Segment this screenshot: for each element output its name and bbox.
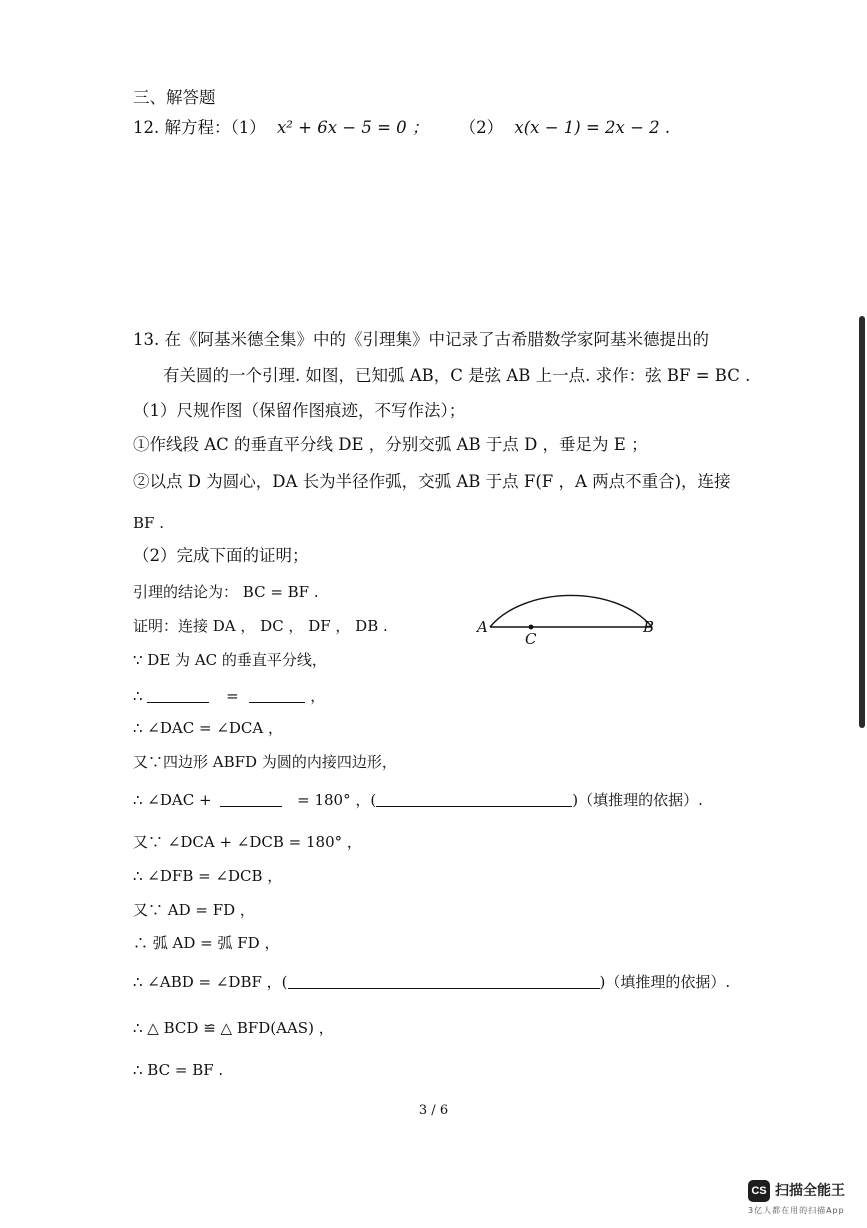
blank-1[interactable] [147, 688, 209, 703]
q13-part1-title: （1）尺规作图（保留作图痕迹，不写作法）； [133, 401, 466, 420]
proof-step-10 [133, 972, 730, 992]
proof-step-7: ∴ ∠DFB = ∠DCB ， [133, 867, 283, 885]
point-c [529, 625, 534, 630]
scanner-brand: 扫描全能王 [775, 1183, 845, 1199]
proof-step-10-lead: ∴ ∠ABD = ∠DBF ，( [133, 973, 288, 991]
proof-step-9: ∴ 弧 AD = 弧 FD ， [133, 934, 280, 952]
proof-step-5 [133, 790, 703, 810]
proof-step-11: ∴ △ BCD ≌ △ BFD(AAS) ， [133, 1019, 334, 1037]
scanner-tagline: 3亿人都在用的扫描App [748, 1206, 845, 1215]
scanner-logo-icon: CS [748, 1180, 770, 1202]
blank-2[interactable] [249, 688, 305, 703]
proof-step-2 [133, 686, 325, 706]
proof-step-2-equals: = [226, 687, 239, 705]
proof-step-2-comma: ， [310, 687, 326, 705]
q13-part1-step1: ①作线段 AC 的垂直平分线 DE ，分别交弧 AB 于点 D ，垂足为 E ； [133, 435, 648, 454]
q12-equation-1: x² + 6x − 5 = 0 ； [276, 118, 429, 137]
proof-step-2-therefore: ∴ [133, 687, 143, 705]
proof-step-3: ∴ ∠DAC = ∠DCA ， [133, 719, 283, 737]
q12-mid: （2） [459, 118, 504, 137]
question-12 [133, 118, 670, 138]
proof-step-5-lead: ∴ ∠DAC + [133, 791, 212, 809]
geometry-figure [470, 570, 670, 650]
proof-step-10-tail: )（填推理的依据）. [599, 973, 731, 991]
label-c: C [525, 630, 537, 648]
scrollbar[interactable] [859, 316, 865, 728]
q13-part2-title: （2）完成下面的证明； [133, 546, 309, 565]
blank-3[interactable] [220, 792, 282, 807]
q13-part1-step2: ②以点 D 为圆心，DA 长为半径作弧，交弧 AB 于点 F(F ，A 两点不重合)，连接 [133, 472, 731, 491]
blank-4[interactable] [376, 792, 572, 807]
blank-5[interactable] [288, 974, 600, 989]
label-b: B [643, 618, 655, 636]
section-title: 三、解答题 [133, 88, 216, 107]
proof-step-4: 又∵四边形 ABFD 为圆的内接四边形， [133, 753, 397, 771]
proof-step-5-tail: )（填推理的依据）. [572, 791, 703, 809]
arc-ab [490, 595, 652, 627]
proof-step-8: 又∵ AD = FD ， [133, 901, 255, 919]
proof-step-12: ∴ BC = BF . [133, 1061, 224, 1079]
q12-equation-2: x(x − 1) = 2x − 2 . [514, 118, 671, 137]
page-number: 3 / 6 [418, 1103, 449, 1118]
proof-step-5-mid: = 180° ，( [297, 791, 377, 809]
q13-line-1: 13. 在《阿基米德全集》中的《引理集》中记录了古希腊数学家阿基米德提出的 [133, 330, 709, 349]
lemma-conclusion: 引理的结论为： BC = BF . [133, 583, 319, 601]
proof-step-1: ∵ DE 为 AC 的垂直平分线， [133, 651, 327, 669]
label-a: A [477, 618, 488, 636]
q12-lead: 12. 解方程：（1） [133, 118, 266, 137]
proof-step-6: 又∵ ∠DCA + ∠DCB = 180° ， [133, 833, 362, 851]
q13-part1-step2b: BF . [133, 514, 164, 532]
q13-line-2: 有关圆的一个引理. 如图，已知弧 AB，C 是弦 AB 上一点. 求作：弦 BF = BC . [163, 366, 751, 385]
proof-connect: 证明：连接 DA ， DC ， DF ， DB . [133, 617, 388, 635]
